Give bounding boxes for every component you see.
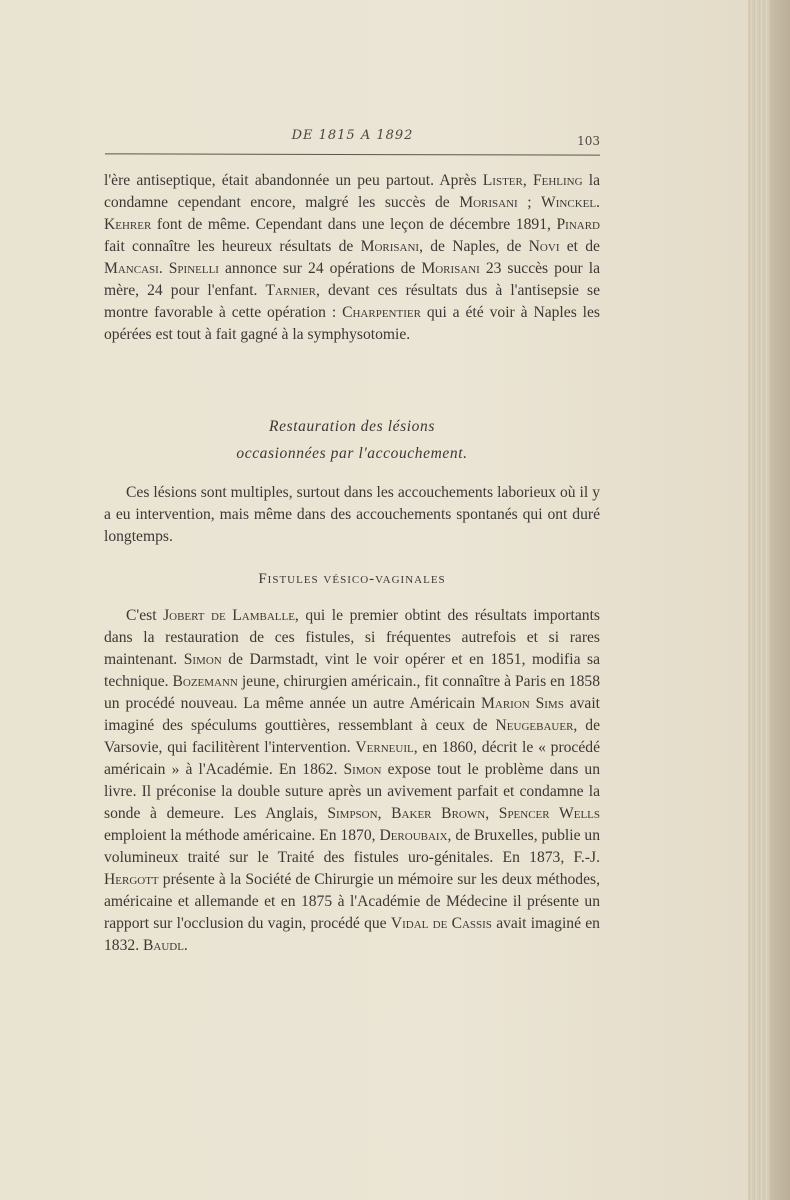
text-run: expose tout le problème dans un livre. Il préconise la double suture après un avivement parfait et condamne la sonde à demeure. Les Anglais,	[104, 761, 600, 822]
person-name: Deroubaix	[379, 827, 448, 844]
text-run: , de Naples, de	[419, 238, 529, 255]
section-heading-line-2: occasionnées par l'accouchement.	[236, 445, 468, 462]
paragraph-1	[104, 170, 600, 346]
section-heading	[104, 413, 600, 467]
person-name: Fehling	[532, 172, 583, 189]
text-run: .	[158, 260, 169, 277]
person-name: Mancasi	[104, 260, 159, 277]
running-title: DE 1815 A 1892	[291, 128, 414, 143]
text-run: ,	[485, 805, 499, 822]
page-stack-shadow	[770, 0, 790, 1200]
person-name: Morisani	[360, 238, 420, 255]
person-name: Simon	[183, 651, 222, 668]
section-heading-line-1: Restauration des lésions	[269, 418, 435, 435]
page-number: 103	[577, 134, 600, 148]
person-name: Hergott	[104, 871, 159, 888]
text-run: 23 succès pour la mère, 24 pour l'enfant.	[104, 260, 600, 299]
paragraph-3	[104, 605, 600, 957]
person-name: Charpentier	[342, 304, 421, 321]
text-run: l'ère antiseptique, était abandonnée un peu partout. Après	[104, 172, 483, 189]
text-run: jeune, chirurgien américain., fit connaître à Paris en 1858 un procédé nouveau. La même année un autre Américain	[104, 673, 600, 712]
person-name: Pinard	[556, 216, 600, 233]
person-name: Jobert de Lamballe	[163, 607, 295, 624]
subheading: Fistules vésico-vaginales	[258, 571, 446, 587]
text-run: C'est	[126, 607, 164, 624]
text-run: présente à la Société de Chirurgie un mémoire sur les deux méthodes, américaine et allemande et en 1875 à l'Académie de Médecine il présente un rapport sur l'occlusion du vagin, procédé que	[104, 871, 600, 932]
text-run: , de Bruxelles, publie un volumineux traité sur le Traité des fistules uro-génitales. En 1873, F.-J.	[104, 827, 600, 866]
person-name: Bozemann	[172, 673, 238, 690]
text-run: de Darmstadt, vint le voir opérer et en 1851, modifia sa technique.	[104, 651, 600, 690]
paragraph-2	[104, 482, 600, 548]
paragraph-2-text: Ces lésions sont multiples, surtout dans les accouchements laborieux où il y a eu intervention, mais même dans des accouchements spontanés qui ont duré longtemps.	[104, 484, 600, 545]
text-run: ;	[517, 194, 542, 211]
person-name: Baudl.	[142, 937, 188, 954]
text-run: la condamne cependant encore, malgré les succès de	[104, 172, 601, 211]
person-name: Neugebauer	[495, 717, 574, 734]
person-name: Spencer Wells	[498, 805, 600, 822]
text-run: et de	[559, 238, 600, 255]
person-name: Winckel	[541, 194, 597, 211]
person-name: Simon	[343, 761, 382, 778]
person-name: Novi	[528, 238, 560, 255]
text-run: ,	[377, 805, 392, 822]
person-name: Lister	[482, 172, 523, 189]
text-run: , de Varsovie, qui facilitèrent l'intervention.	[104, 717, 601, 756]
person-name: Morisani	[421, 260, 480, 277]
person-name: Kehrer	[104, 216, 152, 233]
text-run: , devant ces résultats dus à l'antisepsie se montre favorable à cette opération :	[104, 282, 601, 321]
text-run: ,	[522, 172, 533, 189]
person-name: Tarnier	[265, 282, 316, 299]
person-name: Spinelli	[168, 260, 219, 277]
person-name: Morisani	[459, 194, 518, 211]
text-run: emploient la méthode américaine. En 1870,	[104, 827, 380, 844]
running-header	[105, 128, 600, 152]
paragraph-3-text	[104, 605, 600, 957]
person-name: Baker Brown	[391, 805, 486, 822]
person-name: Vidal de Cassis	[390, 915, 492, 932]
text-run: qui a été voir à Naples les opérées est tout à fait gagné à la symphysotomie.	[104, 304, 600, 343]
person-name: Verneuil	[355, 739, 414, 756]
text-run: , qui le premier obtint des résultats importants dans la restauration de ces fistules, si fréquentes autrefois et si rares maintenant.	[104, 607, 600, 668]
text-run: .	[596, 194, 600, 211]
text-run: avait imaginé en 1832.	[104, 915, 600, 954]
text-run: font de même. Cependant dans une leçon de décembre 1891,	[151, 216, 557, 233]
text-run: avait imaginé des spéculums gouttières, ressemblant à ceux de	[104, 695, 600, 734]
text-run: annonce sur 24 opérations de	[218, 260, 422, 277]
text-run: , en 1860, décrit le « procédé américain » à l'Académie. En 1862.	[104, 739, 600, 778]
person-name: Simpson	[327, 805, 378, 822]
paragraph-1-text	[104, 170, 600, 346]
text-run: fait connaître les heureux résultats de	[104, 238, 361, 255]
person-name: Marion Sims	[481, 695, 564, 712]
